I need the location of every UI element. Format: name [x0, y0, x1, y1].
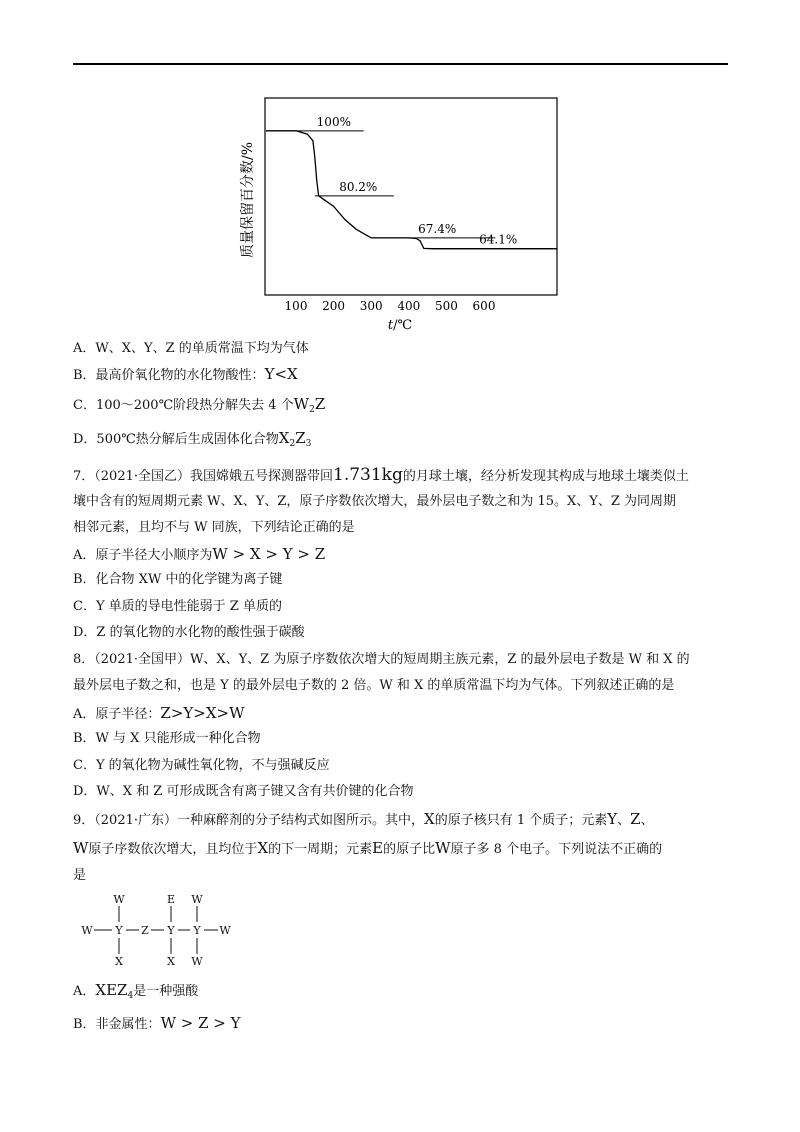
thermogravimetric-chart — [0, 0, 800, 340]
q9-stem-line2 — [73, 838, 662, 860]
q7-stem-line1 — [73, 465, 689, 487]
q9-l2-c: 的原子比 — [383, 842, 436, 857]
q6-option-c-z: Z — [314, 395, 326, 413]
x-axis-label — [388, 318, 412, 333]
x-tick-label: 300 — [359, 299, 383, 313]
tg-curve — [266, 131, 557, 249]
q8-option-a — [73, 703, 245, 725]
x-tick-label: 500 — [434, 299, 458, 313]
q9-l1-z: Z — [630, 810, 641, 828]
q8-option-a-text: A．原子半径： — [73, 707, 161, 722]
q7-stem-line3: 相邻元素，且均不与 W 同族，下列结论正确的是 — [73, 520, 355, 535]
q9-option-a-text: 是一种强酸 — [133, 984, 199, 999]
q6-option-c-w: W — [293, 395, 310, 413]
annotation-label: 64.1% — [479, 232, 518, 247]
q8-stem-line1: 8．（2021·全国甲）W、X、Y、Z 为原子序数依次增大的短周期主族元素，Z 的最外层电子数是 W 和 X 的 — [73, 652, 690, 667]
y-axis-label: 质量保留百分数/% — [240, 141, 256, 259]
q6-option-a: A．W、X、Y、Z 的单质常温下均为气体 — [73, 341, 309, 356]
q7-option-b: B．化合物 XW 中的化学键为离子键 — [73, 572, 283, 587]
annotation-label: 100% — [316, 114, 351, 129]
q7-option-a-math: W > X > Y > Z — [212, 545, 326, 563]
q6-option-c — [73, 394, 325, 420]
atom-x-1: X — [115, 955, 123, 968]
q7-stem-line2: 壤中含有的短周期元素 W、X、Y、Z，原子序数依次增大，最外层电子数之和为 15。X、Y、Z 为同周期 — [73, 494, 677, 509]
q6-option-d-x: X — [278, 429, 290, 447]
atom-y-1: Y — [115, 924, 123, 937]
q9-option-b-text: B．非金属性： — [73, 1017, 161, 1032]
atom-w-top-right: W — [191, 893, 203, 906]
q9-option-a-sub: 4 — [127, 991, 134, 1001]
chart-frame — [265, 98, 557, 295]
q8-stem-line2: 最外层电子数之和，也是 Y 的最外层电子数的 2 倍。W 和 X 的单质常温下均为气体。下列叙述正确的是 — [73, 678, 675, 693]
q9-l1-c: 、 — [617, 813, 631, 828]
q7-stem-b: 的月球土壤，经分析发现其构成与地球土壤类似土 — [402, 469, 689, 484]
q6-option-b-text: B．最高价氧化物的水化物酸性： — [73, 368, 265, 383]
annotation-label: 67.4% — [418, 221, 457, 236]
atom-y-3: Y — [193, 924, 201, 937]
x-axis-var: t — [387, 318, 394, 333]
q9-option-a-prefix: A． — [73, 984, 96, 999]
atom-y-2: Y — [167, 924, 175, 937]
q9-l1-d: 、 — [640, 813, 654, 828]
q9-l2-w: W — [73, 839, 89, 857]
q9-l2-b: 的下一周期；元素 — [268, 842, 373, 857]
q7-stem-a: 7．（2021·全国乙）我国嫦娥五号探测器带回 — [73, 469, 333, 484]
atom-w-left: W — [81, 924, 93, 937]
q9-option-b-math: W > Z > Y — [160, 1014, 241, 1032]
q7-option-a — [73, 544, 325, 566]
x-tick-label: 400 — [397, 299, 421, 313]
q6-option-d — [73, 428, 311, 454]
chart-svg — [0, 0, 800, 340]
q9-l1-a: 9．（2021·广东）一种麻醉剂的分子结构式如图所示。其中， — [73, 813, 424, 828]
atom-x-2: X — [167, 955, 175, 968]
molecule-structure — [73, 892, 243, 972]
q9-l2-d: 原子多 8 个电子。下列说法不正确的 — [450, 842, 663, 857]
q9-option-b — [73, 1013, 241, 1035]
atom-e: E — [166, 893, 176, 906]
q9-l1-b: 的原子核只有 1 个质子；元素 — [434, 813, 608, 828]
q6-option-d-sub2: 3 — [305, 439, 312, 449]
q8-option-b: B．W 与 X 只能形成一种化合物 — [73, 731, 261, 746]
q7-option-c: C．Y 单质的导电性能弱于 Z 单质的 — [73, 599, 282, 614]
x-tick-label: 600 — [472, 299, 496, 313]
q6-option-c-sub: 2 — [309, 405, 315, 415]
q9-l1-y: Y — [607, 810, 618, 828]
q9-stem-line3: 是 — [73, 868, 87, 883]
q9-l2-e: E — [372, 839, 384, 857]
q6-option-b — [73, 364, 298, 386]
q9-l2-a: 原子序数依次增大，且均位于 — [88, 842, 258, 857]
atom-z: Z — [141, 924, 149, 937]
q8-option-d: D．W、X 和 Z 可形成既含有离子键又含有共价键的化合物 — [73, 784, 414, 799]
annotation-label: 80.2% — [339, 179, 378, 194]
q9-l2-w2: W — [435, 839, 451, 857]
q6-option-d-text: D．500℃热分解后生成固体化合物 — [73, 432, 279, 447]
q7-option-a-text: A．原子半径大小顺序为 — [73, 548, 213, 563]
x-tick-label: 100 — [284, 299, 308, 313]
q7-stem-mass: 1.731kg — [333, 465, 403, 485]
q6-option-c-text: C．100～200℃阶段热分解失去 4 个 — [73, 398, 294, 413]
q6-option-d-sub1: 2 — [289, 439, 296, 449]
q6-option-b-math: Y<X — [264, 365, 298, 383]
q7-option-d: D．Z 的氧化物的水化物的酸性强于碳酸 — [73, 625, 305, 640]
atom-w-bottom: W — [191, 955, 203, 968]
atom-w-top-left: W — [113, 893, 125, 906]
q9-stem-line1 — [73, 809, 654, 831]
q9-l2-x: X — [257, 839, 269, 857]
q9-l1-x: X — [424, 810, 435, 828]
q8-option-a-math: Z>Y>X>W — [160, 704, 245, 722]
q9-option-a — [73, 980, 198, 1006]
q9-option-a-math: XEZ — [95, 981, 128, 999]
x-tick-label: 200 — [322, 299, 346, 313]
q6-option-d-z: Z — [295, 429, 306, 447]
x-axis-unit: /℃ — [393, 318, 413, 333]
atom-w-right: W — [219, 924, 231, 937]
q8-option-c: C．Y 的氧化物为碱性氧化物，不与强碱反应 — [73, 758, 330, 773]
